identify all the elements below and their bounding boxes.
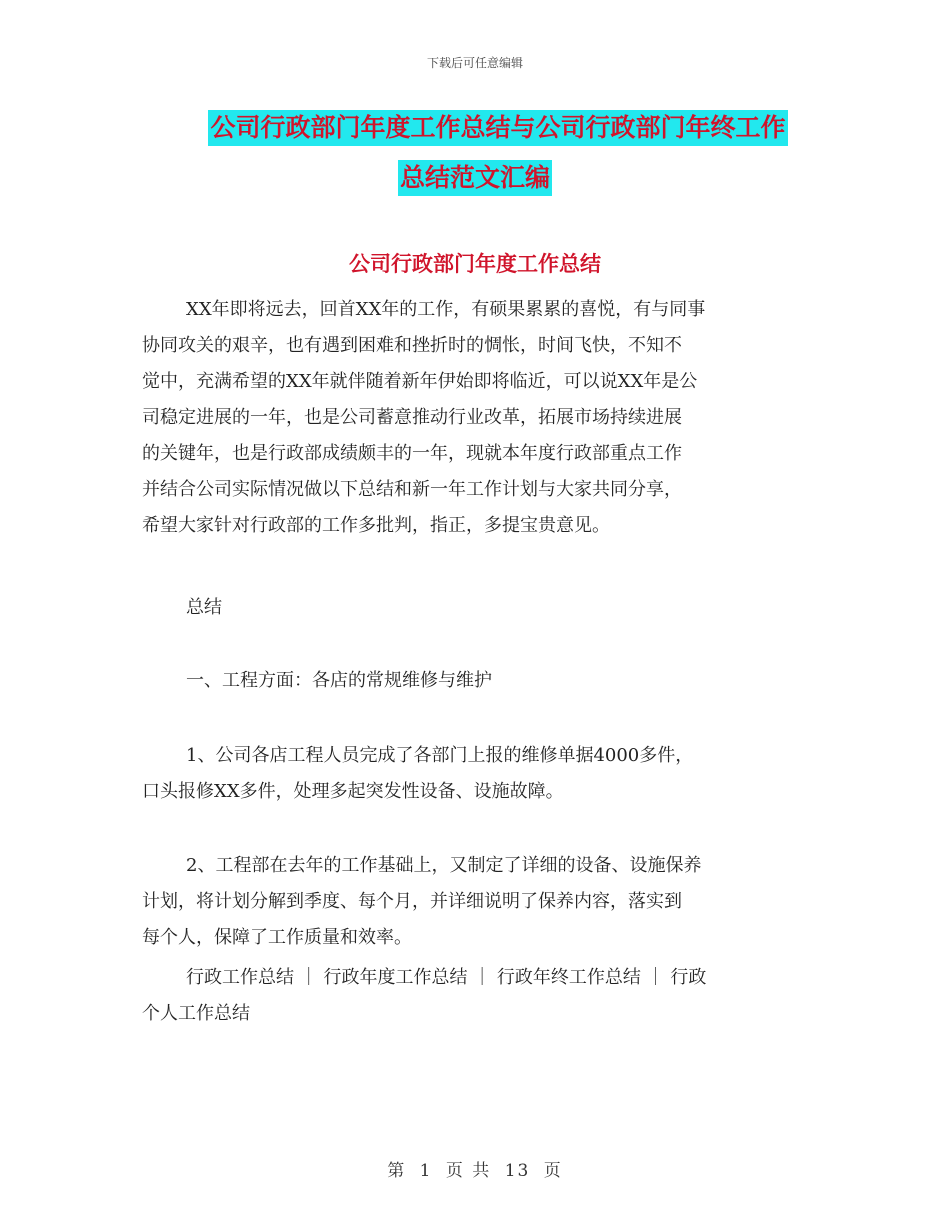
item-2-line: 2、工程部在去年的工作基础上，又制定了详细的设备、设施保养 <box>186 855 702 876</box>
intro-line: 协同攻关的艰辛，也有遇到困难和挫折时的惆怅，时间飞快，不知不 <box>142 335 682 356</box>
intro-line: 的关键年，也是行政部成绩颇丰的一年，现就本年度行政部重点工作 <box>142 443 682 464</box>
title-line-2: 总结范文汇编 <box>398 160 552 196</box>
total-pages-number: 13 <box>504 1161 531 1181</box>
footer-prefix: 第 <box>387 1161 407 1181</box>
intro-line: 觉中，充满希望的XX年就伴随着新年伊始即将临近，可以说XX年是公 <box>142 371 698 392</box>
section-title: 公司行政部门年度工作总结 <box>349 252 601 276</box>
summary-label: 总结 <box>186 597 222 618</box>
item-2-line: 计划，将计划分解到季度、每个月，并详细说明了保养内容，落实到 <box>142 891 682 912</box>
intro-paragraph <box>142 292 810 544</box>
title-line-1: 公司行政部门年度工作总结与公司行政部门年终工作 <box>208 110 787 146</box>
related-links[interactable] <box>142 960 810 1032</box>
intro-line: XX年即将远去，回首XX年的工作，有硕果累累的喜悦，有与同事 <box>186 299 706 320</box>
part1-heading: 一、工程方面：各店的常规维修与维护 <box>186 670 492 691</box>
current-page-number: 1 <box>419 1161 433 1181</box>
intro-line: 并结合公司实际情况做以下总结和新一年工作计划与大家共同分享， <box>142 479 682 500</box>
item-2-line: 每个人，保障了工作质量和效率。 <box>142 927 412 948</box>
related-links-line-1[interactable]: 行政工作总结 ｜ 行政年度工作总结 ｜ 行政年终工作总结 ｜ 行政 <box>186 967 707 988</box>
footer-mid: 页 共 <box>445 1161 492 1181</box>
item-1-line: 口头报修XX多件，处理多起突发性设备、设施故障。 <box>142 781 564 802</box>
item-1-line: 1、公司各店工程人员完成了各部门上报的维修单据4000多件， <box>186 745 694 766</box>
footer-suffix: 页 <box>543 1161 563 1181</box>
header-note: 下载后可任意编辑 <box>426 56 523 70</box>
related-links-line-2[interactable]: 个人工作总结 <box>142 1003 250 1024</box>
intro-line: 希望大家针对行政部的工作多批判，指正，多提宝贵意见。 <box>142 515 610 536</box>
page-footer <box>0 1156 950 1181</box>
item-2-paragraph <box>142 848 810 956</box>
intro-line: 司稳定进展的一年，也是公司蓄意推动行业改革，拓展市场持续进展 <box>142 407 682 428</box>
item-1-paragraph <box>142 738 810 810</box>
document-title <box>0 110 950 196</box>
